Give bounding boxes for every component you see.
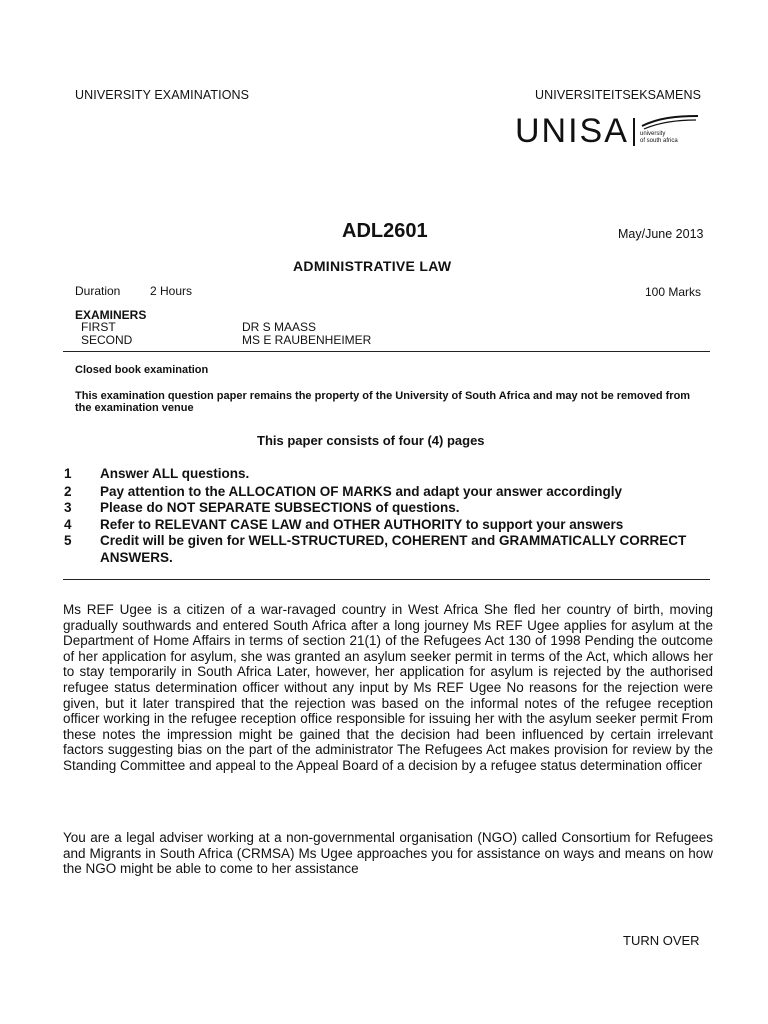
instruction-number: 1: [64, 466, 72, 481]
unisa-logo: [515, 112, 629, 151]
divider-bottom: [63, 579, 710, 580]
property-note: This examination question paper remains the property of the University of South Africa and may not be removed from the examination venue: [75, 390, 691, 414]
examiner-second-name: MS E RAUBENHEIMER: [242, 333, 372, 347]
header-left: UNIVERSITY EXAMINATIONS: [75, 88, 250, 102]
divider-top: [63, 351, 710, 352]
examiner-second-label: SECOND: [81, 333, 133, 347]
instruction-item: [0, 533, 768, 567]
instruction-number: 4: [64, 517, 72, 532]
total-marks: 100 Marks: [645, 285, 702, 299]
instruction-text: Pay attention to the ALLOCATION OF MARKS and adapt your answer accordingly: [100, 484, 623, 499]
instruction-text: Answer ALL questions.: [100, 466, 250, 481]
logo-subtext: [640, 131, 688, 144]
examiners-heading: EXAMINERS: [75, 308, 147, 322]
scenario-paragraph: Ms REF Ugee is a citizen of a war-ravaged country in West Africa She fled her country of birth, moving gradually southwards and entered South Africa after a long journey Ms REF Ugee applies for asylum at the Department of Home Affairs in terms of section 21(1) of the Refugees Act 130 of 1998 Pending the outcome of her application for asylum, she was granted an asylum seeker permit in terms of the Act, which allows her to stay temporarily in South Africa Later, however, her application for asylum is rejected by the authorised refugee status determination officer without any input by Ms REF Ugee No reasons for the rejection were given, but it later transpired that the rejection was based on the informal notes of the refugee reception officer working in the refugee reception office responsible for issuing her with the asylum seeker permit From these notes the impression might be gained that the decision had been influenced by certain irrelevant factors suggesting bias on the part of the administrator The Refugees Act makes provision for review by the Standing Committee and appeal to the Appeal Board of a decision by a refugee status determination officer: [63, 602, 713, 773]
exam-code: ADL2601: [342, 220, 428, 242]
instruction-number: 3: [64, 500, 72, 515]
duration-label: Duration: [75, 284, 121, 298]
instruction-text: Refer to RELEVANT CASE LAW and OTHER AUTHORITY to support your answers: [100, 517, 624, 532]
logo-subtext-line2: of south africa: [640, 137, 678, 144]
logo-wordmark: UNISA: [515, 112, 629, 150]
instruction-item: [0, 517, 768, 534]
instruction-text: Please do NOT SEPARATE SUBSECTIONS of questions.: [100, 500, 460, 515]
turn-over-label: TURN OVER: [623, 933, 700, 948]
examiner-first-label: FIRST: [81, 320, 116, 334]
page-count-note: This paper consists of four (4) pages: [257, 433, 485, 448]
logo-subtext-line1: university: [640, 131, 666, 137]
exam-date: May/June 2013: [618, 227, 704, 241]
instruction-item: [0, 500, 768, 517]
exam-subject: ADMINISTRATIVE LAW: [293, 258, 452, 274]
examiner-first-name: DR S MAASS: [242, 320, 317, 334]
header-right: UNIVERSITEITSEKSAMENS: [535, 88, 702, 102]
duration-value: 2 Hours: [150, 284, 193, 298]
logo-divider: [633, 118, 635, 146]
instruction-number: 5: [64, 533, 72, 548]
instruction-text: Credit will be given for WELL-STRUCTURED, COHERENT and GRAMMATICALLY CORRECT ANSWERS.: [100, 533, 687, 565]
logo-swoosh-icon: [640, 114, 700, 132]
instruction-item: [0, 466, 768, 483]
instruction-number: 2: [64, 484, 72, 499]
task-paragraph: You are a legal adviser working at a non-governmental organisation (NGO) called Consortium for Refugees and Migrants in South Africa (CRMSA) Ms Ugee approaches you for assistance on ways and means on how the NGO might be able to come to her assistance: [63, 830, 713, 877]
closed-book-note: Closed book examination: [75, 364, 209, 376]
instruction-item: [0, 484, 768, 501]
